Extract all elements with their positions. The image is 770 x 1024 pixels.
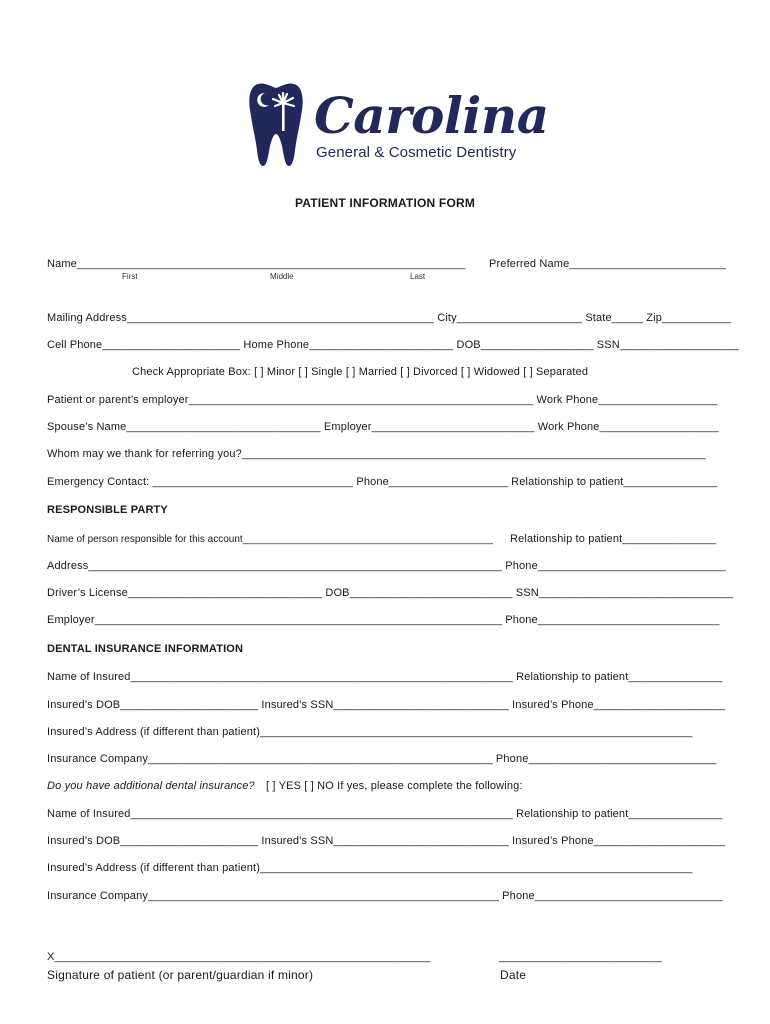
preferred-name-field[interactable]: Preferred Name_________________________ (489, 258, 727, 270)
insured-address-row[interactable]: Insured’s Address (if different than patient)_____________________________________________________________________ (47, 726, 693, 738)
responsible-person-field[interactable]: Name of person responsible for this account_____________________________________________ (47, 534, 493, 545)
name-sub-last: Last (410, 272, 426, 281)
logo-subtitle: General & Cosmetic Dentistry (316, 144, 517, 161)
spouse-row[interactable]: Spouse’s Name_______________________________ Employer__________________________ Work Phone___________________ (47, 421, 719, 433)
responsible-employer-row[interactable]: Employer_________________________________________________________________ Phone_____________________________ (47, 614, 720, 626)
date-caption: Date (500, 968, 527, 982)
insured-dob-row[interactable]: Insured’s DOB______________________ Insured’s SSN____________________________ Insured’s Phone_____________________ (47, 699, 726, 711)
responsible-address-row[interactable]: Address__________________________________________________________________ Phone______________________________ (47, 560, 726, 572)
referral-row[interactable]: Whom may we thank for referring you?__________________________________________________________________________ (47, 448, 706, 460)
mailing-address-row[interactable]: Mailing Address_________________________________________________ City____________________ State_____ Zip___________ (47, 312, 731, 324)
tooth-icon (248, 80, 304, 168)
insured-name-row-2[interactable]: Name of Insured_____________________________________________________________ Relationship to patient_______________ (47, 808, 723, 820)
name-field[interactable]: Name______________________________________________________________ (47, 258, 466, 270)
insurance-company-row[interactable]: Insurance Company_______________________________________________________ Phone______________________________ (47, 753, 717, 765)
signature-line[interactable]: X____________________________________________________________ (47, 951, 431, 963)
additional-insurance-question: Do you have additional dental insurance? (47, 780, 255, 792)
insurance-company-row-2[interactable]: Insurance Company________________________________________________________ Phone______________________________ (47, 890, 723, 902)
responsible-relationship-field[interactable]: Relationship to patient_______________ (510, 533, 717, 545)
logo-name: Carolina (314, 86, 549, 145)
insured-name-row[interactable]: Name of Insured_____________________________________________________________ Relationship to patient_______________ (47, 671, 723, 683)
insured-address-row-2[interactable]: Insured’s Address (if different than patient)_____________________________________________________________________ (47, 862, 693, 874)
name-sub-middle: Middle (270, 272, 294, 281)
phones-row[interactable]: Cell Phone______________________ Home Phone_______________________ DOB__________________ SSN___________________ (47, 339, 739, 351)
marital-status-row[interactable]: Check Appropriate Box: [ ] Minor [ ] Single [ ] Married [ ] Divorced [ ] Widowed [ ] Separated (132, 366, 589, 378)
form-title: PATIENT INFORMATION FORM (294, 196, 476, 210)
signature-caption: Signature of patient (or parent/guardian if minor) (47, 968, 314, 982)
insurance-heading: DENTAL INSURANCE INFORMATION (47, 643, 244, 655)
name-sub-first: First (122, 272, 138, 281)
responsible-party-heading: RESPONSIBLE PARTY (47, 504, 168, 516)
employer-row[interactable]: Patient or parent’s employer_______________________________________________________ Work Phone___________________ (47, 394, 718, 406)
additional-insurance-options[interactable]: [ ] YES [ ] NO If yes, please complete the following: (266, 780, 523, 792)
emergency-contact-row[interactable]: Emergency Contact: ________________________________ Phone___________________ Relationship to patient_______________ (47, 476, 718, 488)
responsible-license-row[interactable]: Driver’s License_______________________________ DOB__________________________ SSN_______________________________ (47, 587, 734, 599)
date-line[interactable]: __________________________ (499, 951, 662, 963)
insured-dob-row-2[interactable]: Insured’s DOB______________________ Insured’s SSN____________________________ Insured’s Phone_____________________ (47, 835, 726, 847)
logo (248, 80, 549, 170)
